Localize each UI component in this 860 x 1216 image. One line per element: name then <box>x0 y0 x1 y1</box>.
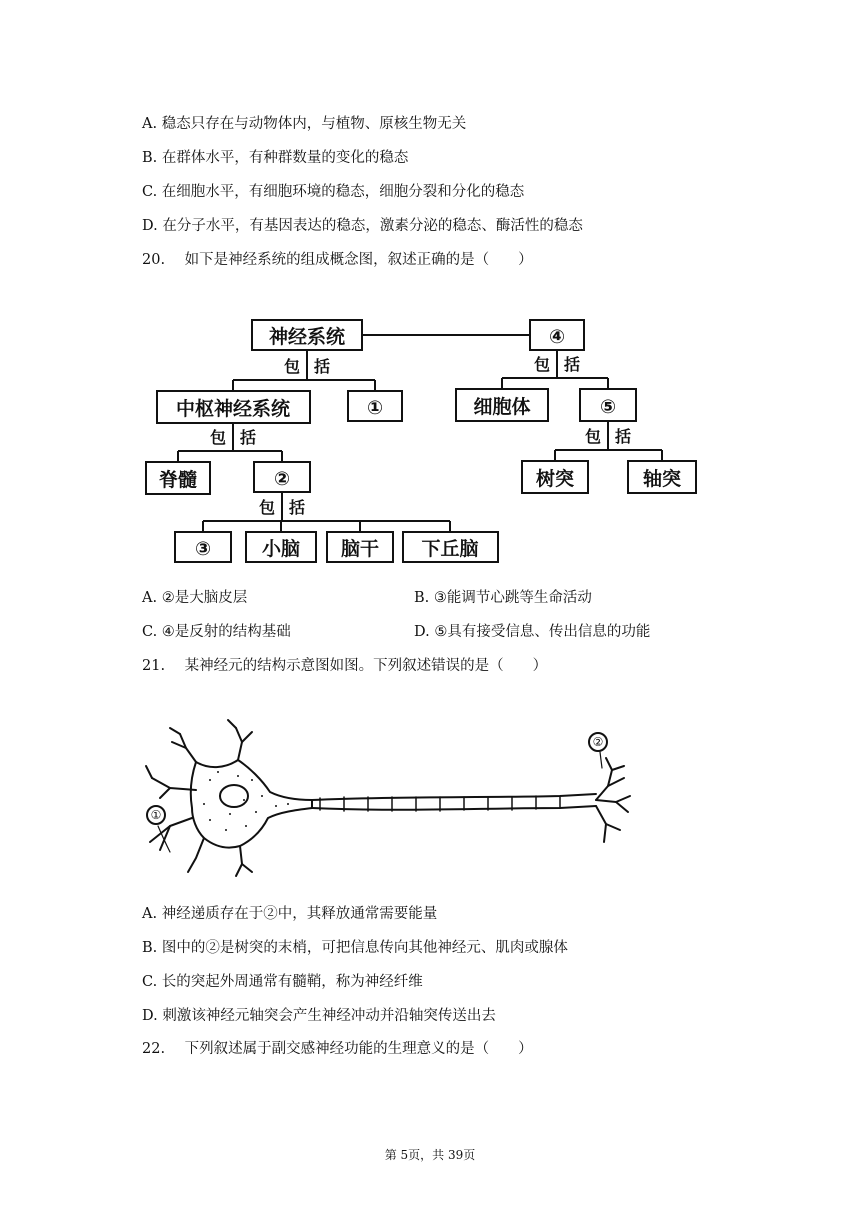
q20-stem <box>142 248 533 269</box>
label-circle3: ③ <box>194 538 212 560</box>
label-brainstem: 脑干 <box>340 538 380 560</box>
label-include-1a: 包 <box>283 357 301 376</box>
label-include-5b: 括 <box>288 498 306 517</box>
label-spinal-cord: 脊髓 <box>158 469 198 491</box>
q20-option-d: D. ⑤具有接受信息、传出信息的功能 <box>414 624 651 640</box>
q21-text: 某神经元的结构示意图如图。下列叙述错误的是（ ） <box>184 658 548 674</box>
label-axon: 轴突 <box>642 468 682 490</box>
label-hypothalamus: 下丘脑 <box>421 538 479 560</box>
label-nervous-system: 神经系统 <box>268 326 346 348</box>
label-cerebellum: 小脑 <box>261 538 301 560</box>
label-dendrite: 树突 <box>535 468 575 490</box>
q21-number: 21. <box>142 658 166 674</box>
neuron-diagram <box>0 710 860 890</box>
q20-option-c: C. ④是反射的结构基础 <box>142 624 291 640</box>
q20-number: 20. <box>142 252 166 268</box>
q21-option-d: D. 刺激该神经元轴突会产生神经冲动并沿轴突传送出去 <box>142 1008 496 1024</box>
label-circle4: ④ <box>548 326 566 348</box>
label-include-3b: 括 <box>239 428 257 447</box>
label-include-1b: 括 <box>313 357 331 376</box>
q22-stem <box>142 1037 533 1058</box>
q21-option-b: B. 图中的②是树突的末梢，可把信息传向其他神经元、肌肉或腺体 <box>142 940 568 956</box>
label-circle1: ① <box>366 397 384 419</box>
q21-stem <box>142 654 547 675</box>
page-footer: 第 5页，共 39页 <box>384 1148 476 1162</box>
label-include-3a: 包 <box>209 428 227 447</box>
q19-option-c: C. 在细胞水平，有细胞环境的稳态，细胞分裂和分化的稳态 <box>142 184 525 200</box>
label-two: ② <box>592 735 604 749</box>
q19-option-a: A. 稳态只存在与动物体内，与植物、原核生物无关 <box>142 116 467 132</box>
q21-option-a: A. 神经递质存在于②中，其释放通常需要能量 <box>142 906 438 922</box>
q21-option-c: C. 长的突起外周通常有髓鞘，称为神经纤维 <box>142 974 423 990</box>
label-include-5a: 包 <box>258 498 276 517</box>
cell-body-outline <box>191 760 312 848</box>
q20-option-b: B. ③能调节心跳等生命活动 <box>414 590 592 606</box>
label-one: ① <box>150 808 162 822</box>
q22-text: 下列叙述属于副交感神经功能的生理意义的是（ ） <box>184 1041 533 1057</box>
nucleus <box>220 785 248 807</box>
q22-number: 22. <box>142 1041 166 1057</box>
label-include-4a: 包 <box>584 427 602 446</box>
nervous-system-concept-map <box>0 300 860 575</box>
label-include-2b: 括 <box>563 355 581 374</box>
q20-option-a: A. ②是大脑皮层 <box>142 590 248 606</box>
q19-option-b: B. 在群体水平，有种群数量的变化的稳态 <box>142 150 409 166</box>
label-circle2: ② <box>273 468 291 490</box>
label-cell-body: 细胞体 <box>473 396 531 418</box>
label-circle5: ⑤ <box>599 396 617 418</box>
label-include-4b: 括 <box>614 427 632 446</box>
q19-option-d: D. 在分子水平，有基因表达的稳态，激素分泌的稳态、酶活性的稳态 <box>142 218 583 234</box>
label-cns: 中枢神经系统 <box>175 398 291 420</box>
label-include-2a: 包 <box>533 355 551 374</box>
q20-text: 如下是神经系统的组成概念图，叙述正确的是（ ） <box>184 252 533 268</box>
